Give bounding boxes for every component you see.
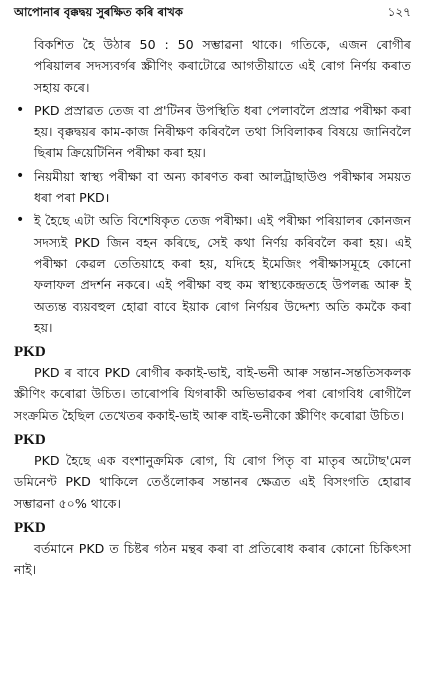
running-title: আপোনাৰ বৃক্কদ্বয় সুৰক্ষিত কৰি ৰাখক: [14, 5, 183, 19]
list-item-text: নিয়মীয়া স্বাস্থ্য পৰীক্ষা বা অন্য কাৰণত কৰা আলট্ৰাছাউণ্ড পৰীক্ষাৰ সময়ত ধৰা পৰা PKD।: [34, 168, 411, 206]
section-paragraph: বৰ্তমানে PKD ত চিষ্টৰ গঠন মন্থৰ কৰা বা প্ৰতিৰোধ কৰাৰ কোনো চিকিৎসা নাই।: [14, 540, 411, 578]
list-item: [14, 100, 411, 164]
section-paragraph: PKD হৈছে এক বংশানুক্ৰমিক ৰোগ, যি ৰোগ পিতৃ বা মাতৃৰ অটোছ'মেল ডমিনেণ্ট PKD থাকিলে তেওঁলোকৰ সন্তানৰ ক্ষেত্ৰত এই বিসংগতি হোৱাৰ সম্ভাৱনা ৫০% থাকে।: [14, 453, 411, 511]
list-item: [14, 210, 411, 338]
list-item-text: PKD প্ৰস্ৰাৱত তেজ বা প্ৰ'টিনৰ উপস্থিতি ধৰা পেলাবলৈ প্ৰস্ৰাৱ পৰীক্ষা কৰা হয়। বৃক্কদ্বয়ৰ কাম-কাজ নিৰীক্ষণ কৰিবলৈ তথা সিবিলাকৰ বিষয়ে জানিবলৈ ছিৰাম ক্ৰিয়েটিনিন পৰীক্ষা কৰা হয়।: [34, 102, 411, 161]
section-heading: PKD: [14, 344, 46, 361]
intro-paragraph: বিকশিত হৈ উঠাৰ 50 : 50 সম্ভাৱনা থাকে। গতিকে, এজন ৰোগীৰ পৰিয়ালৰ সদস্যবৰ্গৰ স্ক্ৰীণিং কৰাটোৱে আগতীয়াতে এই ৰোগ নিৰ্ণয় কৰাত সহায় কৰে।: [34, 37, 411, 95]
bullet-list: [14, 100, 411, 338]
page-number: ১২৭: [387, 5, 411, 19]
bullet-icon: •: [16, 101, 25, 118]
bullet-icon: •: [16, 212, 25, 229]
list-item: [14, 166, 411, 209]
list-item-text: ই হৈছে এটা অতি বিশেষিকৃত তেজ পৰীক্ষা। এই পৰীক্ষা পৰিয়ালৰ কোনজন সদস্যই PKD জিন বহন কৰিছে, সেই কথা নিৰ্ণয় কৰিবলৈ কৰা হয়। এই পৰীক্ষা কেৱল তেতিয়াহে কৰা হয়, যদিহে ইমেজিং পৰীক্ষাসমূহে কোনো ফলাফল প্ৰদৰ্শন নকৰে। এই পৰীক্ষা বহু কম স্বাস্থ্যকেন্দ্ৰতহে উপলব্ধ আৰু ই অত্যন্ত ব্যয়বহুল হোৱা বাবে ইয়াক ৰোগ নিৰ্ণয়ৰ উদ্দেশ্য অতি কমকৈ কৰা হয়।: [34, 213, 411, 335]
bullet-icon: •: [16, 167, 25, 184]
section-heading: PKD: [14, 432, 46, 449]
section-paragraph: PKD ৰ বাবে PKD ৰোগীৰ ককাই-ভাই, বাই-ভনী আৰু সন্তান-সন্ততিসকলক স্ক্ৰীণিং কৰোৱা উচিত। তাৰোপৰি যিগৰাকী অভিভাৱকৰ পৰা ৰোগবিধ ৰোগীলৈ সংক্ৰমিত হৈছিল তেখেতৰ ককাই-ভাই আৰু বাই-ভনীকো স্ক্ৰীণিং কৰোৱা উচিত।: [14, 365, 411, 423]
running-header: [14, 4, 411, 24]
section-heading: PKD: [14, 519, 46, 536]
